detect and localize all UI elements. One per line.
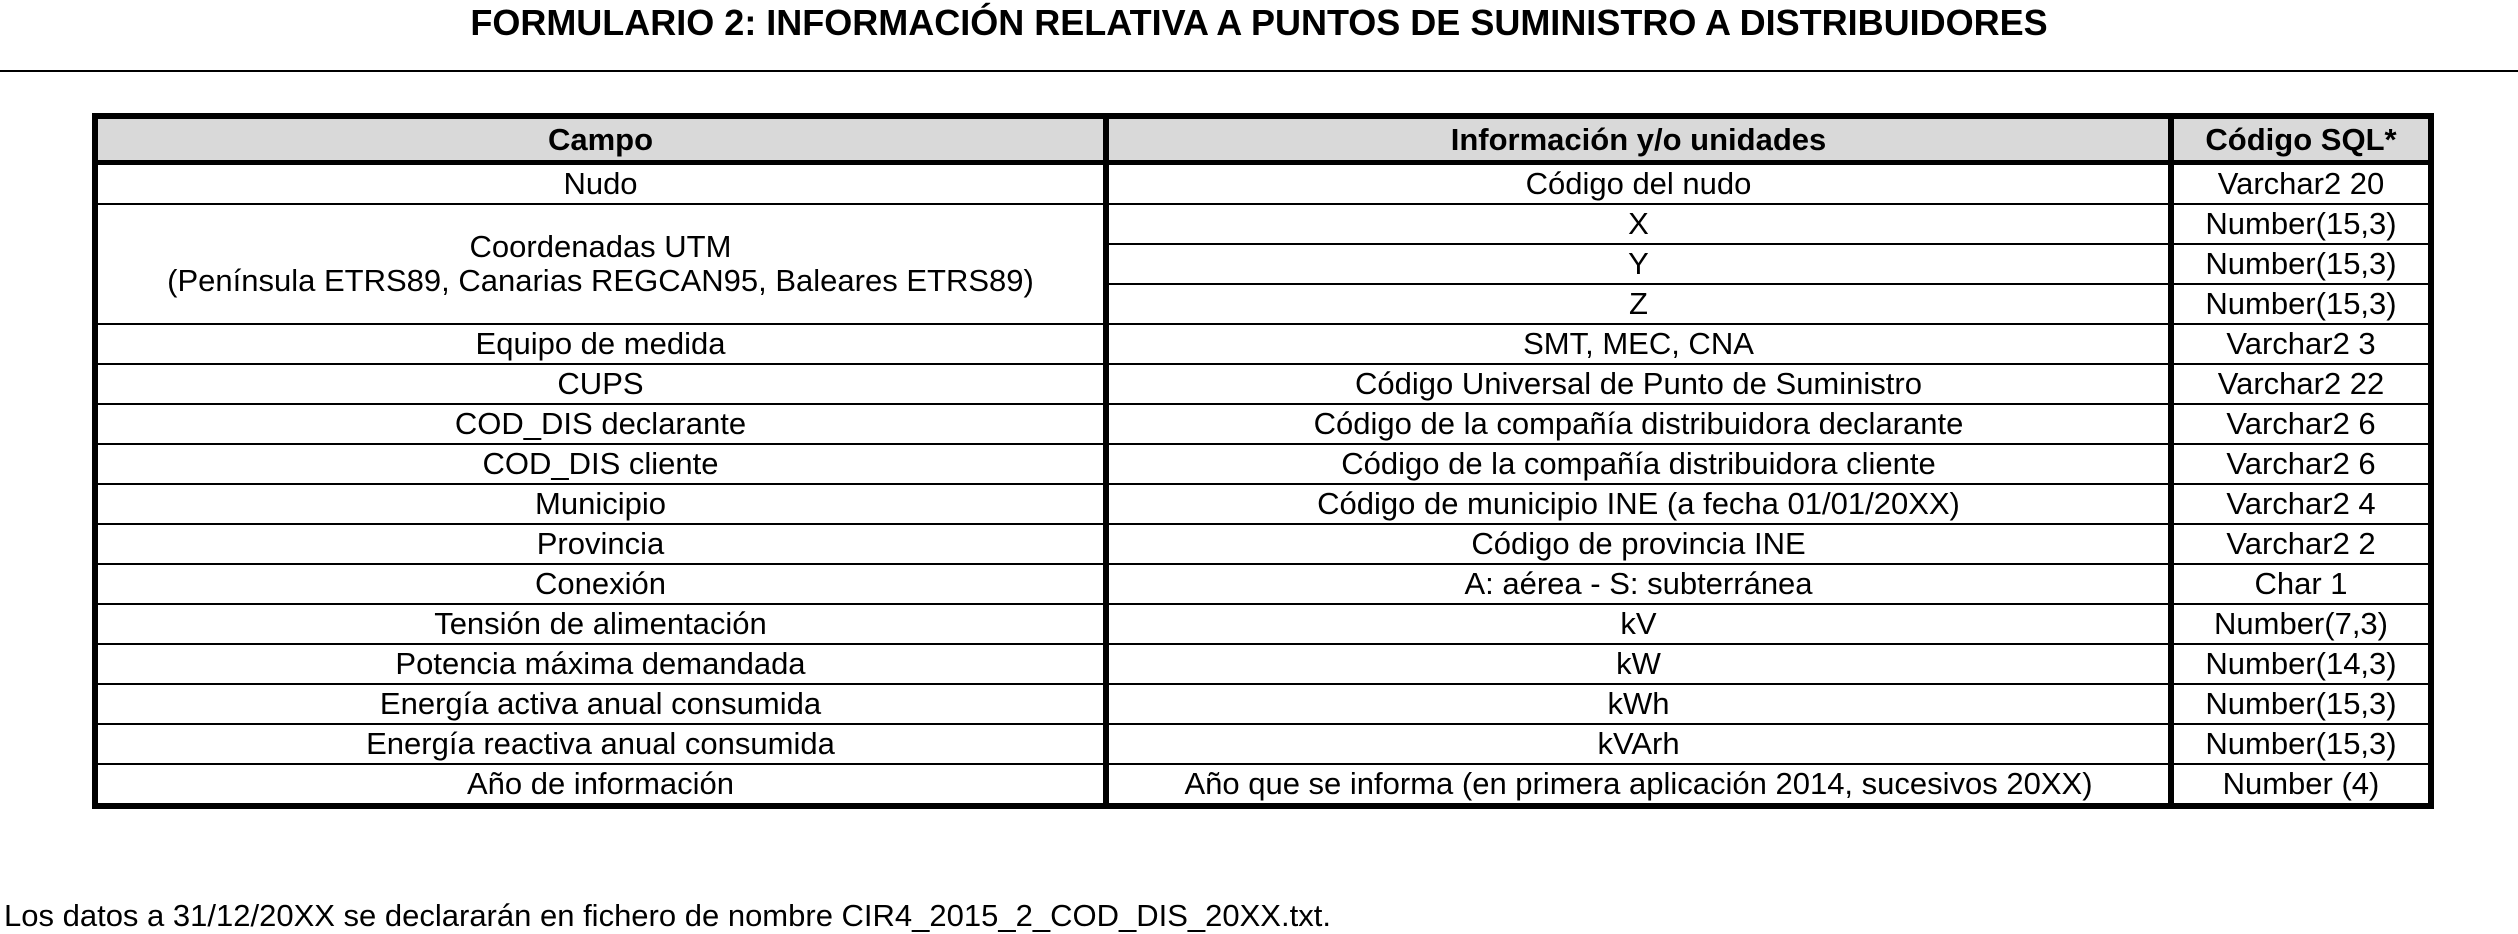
cell-codigo-sql: Number(7,3) bbox=[2171, 604, 2431, 644]
table-row bbox=[95, 204, 2431, 244]
cell-codigo-sql: Number(15,3) bbox=[2171, 684, 2431, 724]
cell-campo: Conexión bbox=[95, 564, 1106, 604]
cell-codigo-sql: Number(15,3) bbox=[2171, 204, 2431, 244]
coordenadas-label: Coordenadas UTM bbox=[469, 229, 732, 264]
column-header-codigo-sql: Código SQL* bbox=[2171, 116, 2431, 163]
cell-campo: Nudo bbox=[95, 163, 1106, 205]
form-title: FORMULARIO 2: INFORMACIÓN RELATIVA A PUNTOS DE SUMINISTRO A DISTRIBUIDORES bbox=[470, 2, 2048, 43]
fields-table bbox=[92, 113, 2434, 809]
cell-codigo-sql: Varchar2 4 bbox=[2171, 484, 2431, 524]
cell-campo: Energía reactiva anual consumida bbox=[95, 724, 1106, 764]
cell-campo: Energía activa anual consumida bbox=[95, 684, 1106, 724]
cell-campo: CUPS bbox=[95, 364, 1106, 404]
cell-informacion: Código de la compañía distribuidora declarante bbox=[1106, 404, 2171, 444]
cell-campo-coordenadas bbox=[95, 204, 1106, 324]
column-header-informacion: Información y/o unidades bbox=[1106, 116, 2171, 163]
cell-campo: Equipo de medida bbox=[95, 324, 1106, 364]
cell-campo: Municipio bbox=[95, 484, 1106, 524]
cell-codigo-sql: Number(14,3) bbox=[2171, 644, 2431, 684]
cell-informacion: A: aérea - S: subterránea bbox=[1106, 564, 2171, 604]
table-row bbox=[95, 604, 2431, 644]
cell-informacion: kWh bbox=[1106, 684, 2171, 724]
cell-informacion: kV bbox=[1106, 604, 2171, 644]
cell-codigo-sql: Varchar2 6 bbox=[2171, 444, 2431, 484]
cell-informacion: Z bbox=[1106, 284, 2171, 324]
cell-codigo-sql: Varchar2 20 bbox=[2171, 163, 2431, 205]
title-divider bbox=[0, 70, 2518, 72]
cell-codigo-sql: Number(15,3) bbox=[2171, 244, 2431, 284]
coordenadas-systems: (Península ETRS89, Canarias REGCAN95, Baleares ETRS89) bbox=[167, 263, 1034, 298]
cell-informacion: SMT, MEC, CNA bbox=[1106, 324, 2171, 364]
table-row bbox=[95, 163, 2431, 205]
table-row bbox=[95, 724, 2431, 764]
cell-informacion: kVArh bbox=[1106, 724, 2171, 764]
cell-informacion: Código Universal de Punto de Suministro bbox=[1106, 364, 2171, 404]
column-header-campo: Campo bbox=[95, 116, 1106, 163]
cell-campo: Provincia bbox=[95, 524, 1106, 564]
cell-campo: Año de información bbox=[95, 764, 1106, 806]
table-row bbox=[95, 444, 2431, 484]
cell-informacion: kW bbox=[1106, 644, 2171, 684]
cell-codigo-sql: Varchar2 22 bbox=[2171, 364, 2431, 404]
cell-codigo-sql: Number(15,3) bbox=[2171, 284, 2431, 324]
file-name-note: Los datos a 31/12/20XX se declararán en fichero de nombre CIR4_2015_2_COD_DIS_20XX.txt. bbox=[4, 898, 1331, 933]
cell-informacion: Código de la compañía distribuidora cliente bbox=[1106, 444, 2171, 484]
table-row bbox=[95, 644, 2431, 684]
cell-campo: Potencia máxima demandada bbox=[95, 644, 1106, 684]
table-row bbox=[95, 524, 2431, 564]
cell-informacion: Código del nudo bbox=[1106, 163, 2171, 205]
table-row bbox=[95, 364, 2431, 404]
cell-campo: COD_DIS declarante bbox=[95, 404, 1106, 444]
table-header-row bbox=[95, 116, 2431, 163]
cell-codigo-sql: Number(15,3) bbox=[2171, 724, 2431, 764]
table-row bbox=[95, 324, 2431, 364]
cell-codigo-sql: Varchar2 2 bbox=[2171, 524, 2431, 564]
cell-codigo-sql: Varchar2 6 bbox=[2171, 404, 2431, 444]
cell-campo: Tensión de alimentación bbox=[95, 604, 1106, 644]
cell-informacion: Código de provincia INE bbox=[1106, 524, 2171, 564]
table-row bbox=[95, 684, 2431, 724]
table-row bbox=[95, 764, 2431, 806]
cell-campo: COD_DIS cliente bbox=[95, 444, 1106, 484]
cell-informacion: Código de municipio INE (a fecha 01/01/20XX) bbox=[1106, 484, 2171, 524]
table-row bbox=[95, 404, 2431, 444]
table-row bbox=[95, 564, 2431, 604]
table-row bbox=[95, 484, 2431, 524]
cell-informacion: X bbox=[1106, 204, 2171, 244]
cell-informacion: Y bbox=[1106, 244, 2171, 284]
cell-codigo-sql: Varchar2 3 bbox=[2171, 324, 2431, 364]
cell-codigo-sql: Number (4) bbox=[2171, 764, 2431, 806]
cell-codigo-sql: Char 1 bbox=[2171, 564, 2431, 604]
cell-informacion: Año que se informa (en primera aplicación 2014, sucesivos 20XX) bbox=[1106, 764, 2171, 806]
